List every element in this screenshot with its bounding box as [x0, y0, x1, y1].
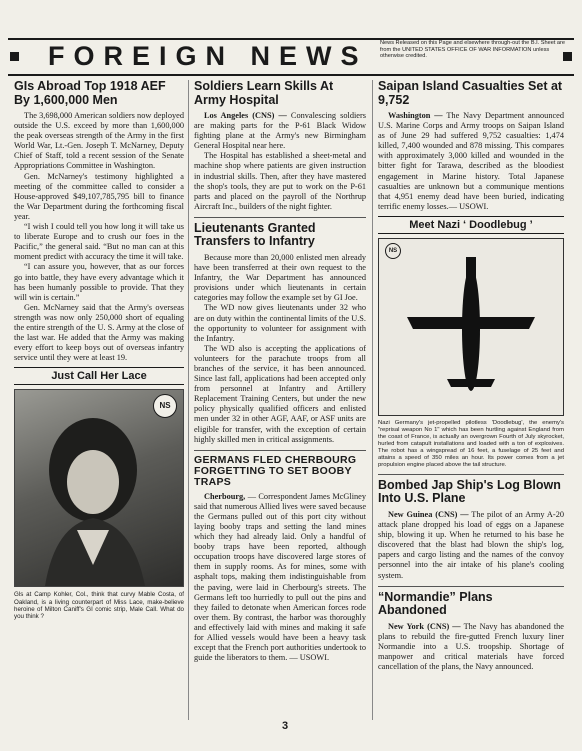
doodlebug-photo [378, 238, 564, 416]
paragraph-text: Convalescing soldiers are making parts for the P-61 Black Widow fighting plane at the Army's new Birmingham General Hospital near here. [194, 111, 366, 151]
paragraph: The 3,698,000 American soldiers now deployed outside the U.S. exceed by more than 1,600,000 the peak overseas strength of the Army in the first World War, Lt.-Gen. Joseph T. McNarney, Deputy Chief of Staff, told a recent session of the Senate Appropriations Committee in Washington. [14, 111, 184, 171]
headline: Meet Nazi ‘ Doodlebug ’ [378, 216, 564, 234]
paragraph [378, 111, 564, 212]
dateline: New Guinea (CNS) — [388, 509, 469, 519]
article-gis-abroad [14, 80, 184, 363]
paragraph [378, 510, 564, 581]
paragraph [194, 492, 366, 664]
headline: Just Call Her Lace [14, 367, 184, 385]
dateline: Cherbourg, [204, 491, 246, 501]
headline: Saipan Island Casualties Set at 9,752 [378, 79, 563, 107]
photo-caption: Nazi Germany's jet-propelled pilotless 'Doodlebug', the enemy's "reprisal weapon No 1" which has been hurtling against England from the coast of France, is actually an overgrown Fourth of July skyrocket, hurled from catapult installations and loaded with a ton of explosives. The robot has a wingspread of 16 feet, a fuselage of 25 feet and attains a speed of 350 miles an hour. Its power comes from a jet propulsion engine placed above the tail structure. [378, 419, 564, 468]
article-divider [378, 586, 564, 587]
headline: Soldiers Learn Skills At Army Hospital [194, 79, 334, 107]
column-middle [194, 80, 366, 741]
photo-caption: Gls at Camp Kohler, Col., think that curvy Mable Costa, of Oakland, is a living counterpart of Miss Lace, make-believe heroine of Milton Caniff's GI comic strip, Male Call. What do you think ? [14, 591, 184, 621]
headline: Bombed Jap Ship's Log Blown Into U.S. Plane [378, 477, 561, 506]
article-soldiers-skills [194, 80, 366, 212]
paragraph-text: The pilot of an Army A-20 attack plane dropped his load of eggs on a Japanese ship, blowing it up. When he returned to his base he discovered that the blast had blown the ship's log, papers and cargo listing and the names of the convoy personnel into the air intake of his plane's cooling system. [378, 509, 564, 580]
dateline: New York (CNS) — [388, 621, 461, 631]
paragraph: The WD now gives lieutenants under 32 who are on duty within the continental limits of the U.S. the opportunity to volunteer for assignment with the Infantry. [194, 303, 366, 343]
dateline: Washington — [388, 111, 443, 120]
masthead-rule-bottom [8, 74, 574, 76]
page-number: 3 [282, 720, 289, 732]
ns-badge: NS [153, 394, 177, 418]
article-bombed-log [378, 479, 564, 581]
v1-flying-bomb-icon [379, 239, 563, 415]
paragraph: “I can assure you, however, that as our forces go into battle, they have every advantage which it has been humanly possible to provide. That they will win is certain.” [14, 262, 184, 302]
article-cherbourg [194, 455, 366, 664]
article-divider [194, 217, 366, 218]
column-left [14, 80, 184, 741]
woman-portrait-icon [15, 390, 183, 586]
article-lieutenants [194, 222, 366, 445]
paragraph: Gen. McNarney's testimony highlighted a meeting of the committee called to consider a House-approved $49,107,785,795 bill to finance the War Department during the forthcoming fiscal year. [14, 171, 184, 221]
owi-credit-note: News Released on this Page and elsewhere through-out the B.I. Sheet are from the UNITED STATES OFFICE OF WAR INFORMATION unless otherwise credited. [380, 40, 566, 59]
ns-badge: NS [385, 243, 401, 259]
article-divider [194, 450, 366, 451]
paragraph [378, 622, 564, 672]
paragraph-text: The Navy has abandoned the plans to rebuild the fire-gutted French luxury liner Normandie into a U.S. troopship. Shortage of manpower and critical materials have forced cancellation of the plans, the Navy announced. [378, 621, 564, 671]
paragraph-text: — Correspondent James McGliney said that numerous Allied lives were saved because the Germans pulled out of this port city without laying booby traps and setting the land mines which they had already laid. Only a handful of booby traps have been reported, although occupation troops have discovered large stores of them in supply rooms. As for mines, some with asphalt tops, making them indistinguishable from the paving, were laid in Cherbourg's streets. The Germans left too hurriedly to pull out the pins and they failed to detonate when American forces rode over them. By contrast, the harbor was thoroughly and effectively laid with mines and making it safe for Allied vessels would have been a heavy task except that the French port authorities undertook to guide the liberators to them. — USOWI. [194, 491, 366, 663]
masthead [8, 38, 574, 76]
headline: Lieutenants Granted Transfers to Infantry [194, 220, 316, 249]
headline: GERMANS FLED CHERBOURG FORGETTING TO SET BOOBY TRAPS [194, 453, 357, 488]
paragraph: Gen. McNarney said that the Army's overseas strength was now only 250,000 short of equaling the entire strength of the U. S. Army at the close of the last war. He added that the Army was making every effort to keep boys out of overseas infantry service until they were at least 19. [14, 302, 184, 363]
article-divider [378, 474, 564, 475]
paragraph: Because more than 20,000 enlisted men already have been transferred at their own request to the Infantry, the War Department has announced provisions under which lieutenants in certain categories may follow the example set by GI Joe. [194, 252, 366, 303]
paragraph: The WD also is accepting the applications of volunteers for the parachute troops from all branches of the service, it has been announced. Since last fall, applications had been accepted only from personnel at Infantry and Artillery Replacement Training Centers, but under the new policy physically qualified officers and enlisted men under 32 in other AGF, AAF, or ASF units are eligible for transfer, with the exception of certain highly skilled men in critical assignments. [194, 343, 366, 444]
dateline: Los Angeles (CNS) — [204, 111, 287, 120]
column-rule [188, 80, 189, 720]
headline: “Normandie” Plans Abandoned [378, 589, 493, 618]
paragraph-text: The Navy Department announced U.S. Marine Corps and Army troops on Saipan Island as of June 29 had suffered 9,752 casualties: 1,474 killed, 7,400 wounded and 878 missing. This compares with approximately 3,000 killed and wounded in the bitter fight for Tarawa, described as the bloodiest engagement in Marine history. Total Japanese casualties are unknown but a communique mentions that 4,951 enemy dead have been buried, indicating terrific enemy losses.— USOWI. [378, 111, 564, 211]
paragraph: “I wish I could tell you how long it will take us to liberate Europe and to crush our foes in the Pacific,” the general said. “But no man can at this moment predict with accuracy the time it will take. [14, 222, 184, 262]
column-rule [372, 80, 373, 720]
paragraph: The Hospital has established a sheet-metal and machine shop where patients are given instruction in industrial skills. Then, after they have mastered the shop's tools, they are put to work on the P-61 parts and placed on the payroll of the Northrup Aircraft Inc., builders of the night fighter. [194, 151, 366, 211]
paragraph [194, 111, 366, 151]
portrait-photo [14, 389, 184, 587]
column-right [378, 80, 564, 741]
article-normandie [378, 591, 564, 672]
article-saipan [378, 80, 564, 212]
section-title: FOREIGN NEWS [48, 41, 368, 71]
headline: GIs Abroad Top 1918 AEF By 1,600,000 Men [14, 79, 166, 107]
square-bullet-icon [10, 52, 19, 61]
